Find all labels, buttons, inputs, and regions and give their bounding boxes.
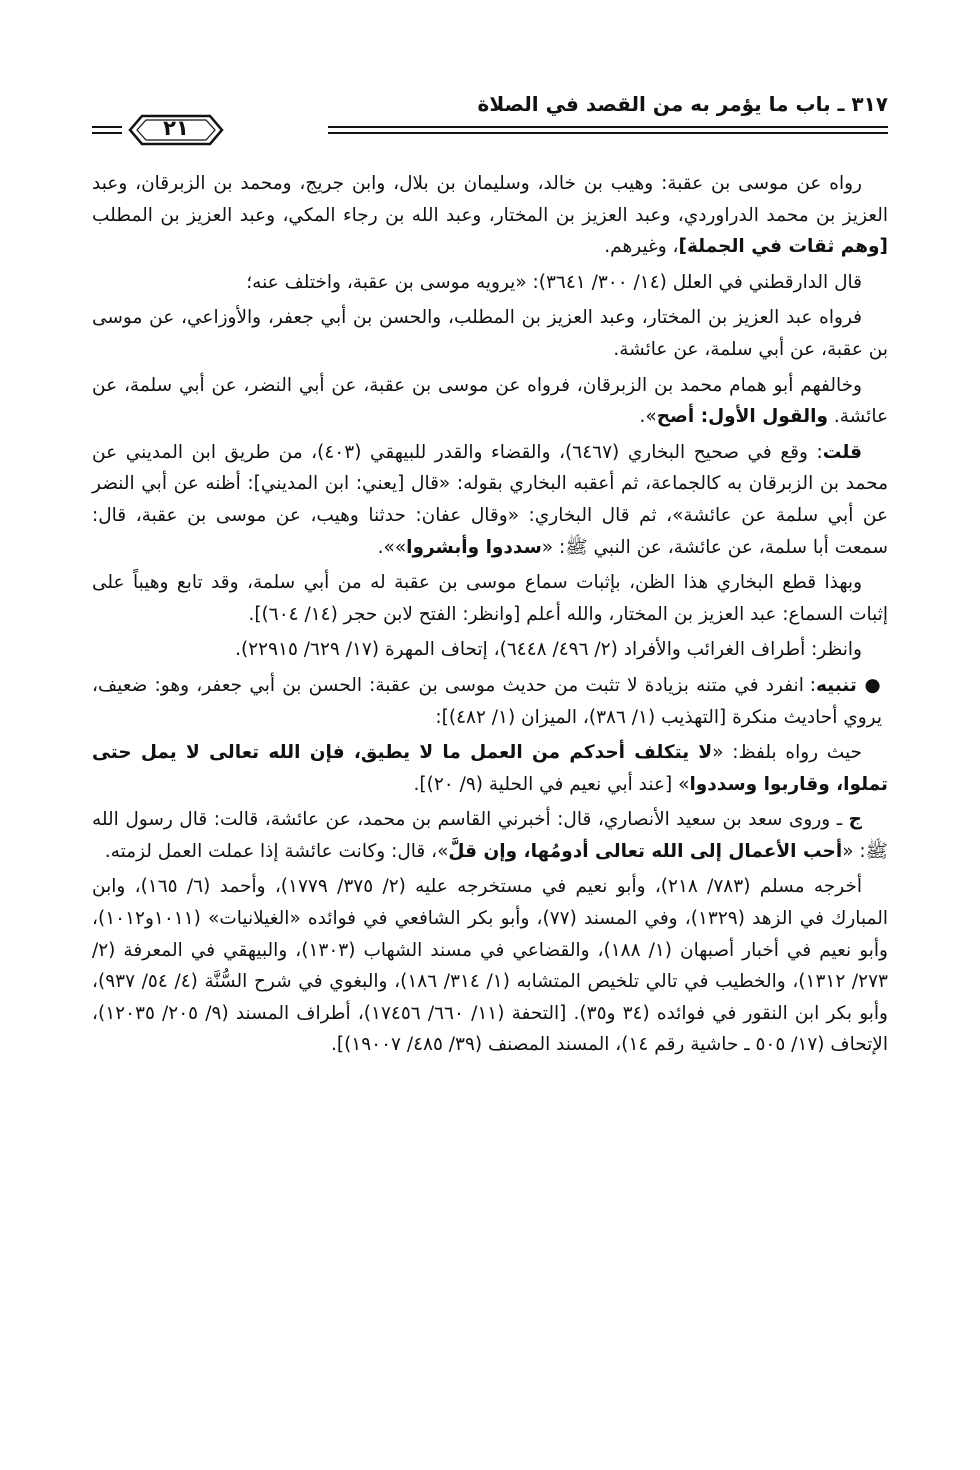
text-segment: وبهذا قطع البخاري هذا الظن، بإثبات سماع موسى بن عقبة له من أبي سلمة، وقد تابع وهيباً على إثبات السماع: عبد العزيز بن المختار، والله أعلم [وانظر: الفتح لابن حجر (١٤/ ٦٠٤)]. [92, 572, 888, 625]
bold-text-segment: قلت [822, 441, 862, 463]
text-segment: قال الدارقطني في العلل (١٤/ ٣٠٠/ ٣٦٤١): «يرويه موسى بن عقبة، واختلف عنه؛ [246, 271, 862, 293]
text-segment: حيث رواه بلفظ: « [712, 742, 862, 764]
paragraph-8 [92, 670, 888, 733]
bold-text-segment: لا يتكلف أحدكم من العمل ما لا يطيق، فإن الله تعالى لا يمل حتى تملوا، وقاربوا وسددوا [92, 742, 888, 795]
page-number: ٢١ [163, 116, 189, 140]
paragraph-11 [92, 871, 888, 1061]
paragraph-2 [92, 267, 888, 299]
text-segment: وخالفهم أبو همام محمد بن الزبرقان، فرواه عن موسى بن عقبة، عن أبي النضر، عن أبي سلمة، عن عائشة. [92, 374, 888, 428]
text-segment: : انفرد في متنه بزيادة لا تثبت من حديث موسى بن عقبة: الحسن بن أبي جعفر، وهو: ضعيف، يروي أحاديث منكرة [التهذيب (١/ ٣٨٦)، الميزان (١/ ٤٨٢)]: [92, 674, 882, 728]
header-rule-left-bottom [92, 132, 122, 134]
bold-text-segment: أحب الأعمال إلى الله تعالى أدومُها، وإن قلَّ [448, 840, 843, 862]
paragraph-9 [92, 737, 888, 800]
bold-text-segment: ج [848, 809, 862, 831]
paragraph-7 [92, 634, 888, 666]
bold-text-segment: سددوا وأبشروا [406, 536, 542, 558]
text-segment: »، قال: وكانت عائشة إذا عملت العمل لزمته. [104, 840, 449, 862]
paragraph-4 [92, 370, 888, 433]
bold-text-segment: [وهم ثقات في الجملة] [678, 236, 888, 258]
text-segment: »». [377, 536, 407, 558]
page-body [92, 168, 888, 1065]
text-segment: : وقع في صحيح البخاري (٦٤٦٧)، والقضاء والقدر للبيهقي (٤٠٣)، من طريق ابن المديني عن محمد بن الزبرقان به كالجماعة، ثم أعقبه البخاري بقوله: «قال [يعني: ابن المديني]: أظنه عن أبي النضر عن أبي سلمة عن عائشة»، ثم قال البخاري: «وقال عفان: حدثنا وهيب، عن موسى بن عقبة، قال: سمعت أبا سلمة، عن عائشة، عن النبي ﷺ: « [92, 441, 888, 558]
paragraph-3 [92, 302, 888, 365]
text-segment: وانظر: أطراف الغرائب والأفراد (٢/ ٤٩٦/ ٦٤٤٨)، إتحاف المهرة (١٧/ ٦٢٩/ ٢٢٩١٥). [235, 639, 862, 661]
page-header [92, 92, 888, 156]
paragraph-10 [92, 804, 888, 867]
text-segment: أخرجه مسلم (٧٨٣/ ٢١٨)، وأبو نعيم في مستخرجه عليه (٢/ ٣٧٥/ ١٧٧٩)، وأحمد (٦/ ١٦٥)، وابن المبارك في الزهد (١٣٢٩)، وفي المسند (٧٧)، وأبو بكر الشافعي في فوائده «الغيلانيات» (١٠١١و١٠١٢)، وأبو نعيم في أخبار أصبهان (١/ ١٨٨)، والقضاعي في مسند الشهاب (١٣٠٣)، والبيهقي في المعرفة (٢/ ٢٧٣/ ١٣١٢)، والخطيب في تالي تلخيص المتشابه (١/ ٣١٤/ ١٨٦)، والبغوي في شرح السُّنَّة (٤/ ٥٤/ ٩٣٧)، وأبو بكر ابن النقور في فوائده (٣٤ و٣٥). [التحفة (١١/ ٦٦٠/ ١٧٤٥٦)، أطراف المسند (٩/ ٢٠٥/ ١٢٠٣٥)، الإتحاف (١٧/ ٥٠٥ ـ حاشية رقم ١٤)، المسند المصنف (٣٩/ ٤٨٥/ ١٩٠٠٧)]. [92, 876, 889, 1056]
paragraph-6 [92, 567, 888, 630]
paragraph-5 [92, 437, 888, 563]
text-segment: » [عند أبي نعيم في الحلية (٩/ ٢٠)]. [413, 773, 690, 795]
text-segment: ، وغيرهم. [604, 236, 679, 258]
page-number-ornament [128, 110, 224, 150]
text-segment: ـ وروى سعد بن سعيد الأنصاري، قال: أخبرني القاسم بن محمد، عن عائشة، قالت: قال رسول الله ﷺ: « [92, 809, 888, 862]
text-segment: ». [639, 406, 657, 428]
running-title: ٣١٧ ـ باب ما يؤمر به من القصد في الصلاة [477, 92, 888, 116]
header-rule-left-top [92, 126, 122, 128]
header-rule-right-bottom [328, 132, 888, 134]
text-segment: فرواه عبد العزيز بن المختار، وعبد العزيز بن المطلب، والحسن بن أبي جعفر، والأوزاعي، عن موسى بن عقبة، عن أبي سلمة، عن عائشة. [92, 307, 888, 360]
bold-text-segment: والقول الأول: أصح [656, 406, 828, 428]
text-segment: رواه عن موسى بن عقبة: وهيب بن خالد، وسليمان بن بلال، وابن جريج، ومحمد بن الزبرقان، وعبد العزيز بن محمد الدراوردي، وعبد العزيز بن المختار، وعبد الله بن رجاء المكي، وعبد العزيز بن المطلب [92, 173, 888, 226]
paragraph-1 [92, 168, 888, 263]
header-rule-right-top [328, 126, 888, 128]
bold-text-segment: ● تنبيه [815, 674, 882, 696]
